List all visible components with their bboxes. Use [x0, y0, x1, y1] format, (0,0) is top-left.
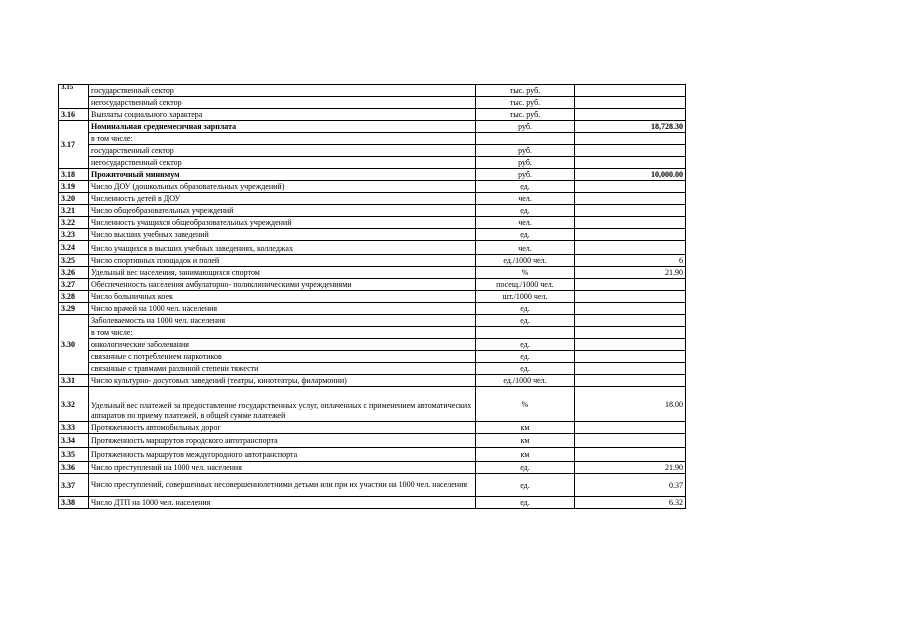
row-name: Протяженность автомобильных дорог	[89, 422, 476, 434]
row-name: Численность учащихся общеобразовательных учреждений	[89, 217, 476, 229]
row-name: Протяженность маршрутов междугородного автотранспорта	[89, 448, 476, 462]
row-name: государственный сектор	[89, 85, 476, 97]
row-unit: км	[476, 448, 575, 462]
row-number: 3.26	[59, 267, 89, 279]
row-unit	[476, 327, 575, 339]
row-unit: руб.	[476, 169, 575, 181]
table-row	[59, 387, 686, 422]
row-unit: шт./1000 чел.	[476, 291, 575, 303]
row-value: 21.90	[575, 267, 686, 279]
table-row	[59, 121, 686, 133]
table-row	[59, 255, 686, 267]
row-value	[575, 193, 686, 205]
row-name: негосударственный сектор	[89, 157, 476, 169]
row-value: 6	[575, 255, 686, 267]
row-unit: чел.	[476, 217, 575, 229]
row-name: Число общеобразовательных учреждений	[89, 205, 476, 217]
row-unit: чел.	[476, 193, 575, 205]
row-value	[575, 241, 686, 255]
table-row	[59, 327, 686, 339]
table-row	[59, 462, 686, 474]
table-row	[59, 217, 686, 229]
row-name: Число спортивных площадок и полей	[89, 255, 476, 267]
row-unit: ед.	[476, 205, 575, 217]
row-name: Число учащихся в высших учебных заведениях, колледжах	[89, 241, 476, 255]
row-name: Число врачей на 1000 чел. населения	[89, 303, 476, 315]
table-row	[59, 351, 686, 363]
table-row	[59, 497, 686, 509]
row-unit: ед.	[476, 474, 575, 497]
row-unit: ед./1000 чел.	[476, 255, 575, 267]
row-unit: ед.	[476, 229, 575, 241]
row-unit: тыс. руб.	[476, 85, 575, 97]
row-unit: тыс. руб.	[476, 109, 575, 121]
table-row	[59, 422, 686, 434]
table-row	[59, 363, 686, 375]
row-value: 10,000.00	[575, 169, 686, 181]
row-value	[575, 157, 686, 169]
row-value	[575, 229, 686, 241]
table-row	[59, 315, 686, 327]
row-unit: чел.	[476, 241, 575, 255]
row-number: 3.36	[59, 462, 89, 474]
table-row	[59, 339, 686, 351]
table-row	[59, 169, 686, 181]
row-name: Число культурно- досуговых заведений (театры, кинотеатры, филармонии)	[89, 375, 476, 387]
row-unit: руб.	[476, 157, 575, 169]
row-name: связанные с потреблением наркотиков	[89, 351, 476, 363]
row-number: 3.15	[59, 85, 89, 109]
row-value	[575, 363, 686, 375]
row-name: Обеспеченность населения амбулаторно- поликлиническими учреждениями	[89, 279, 476, 291]
row-value	[575, 291, 686, 303]
row-number: 3.37	[59, 474, 89, 497]
row-name: Номинальная среднемесячная зарплата	[89, 121, 476, 133]
table-row	[59, 279, 686, 291]
table-row	[59, 145, 686, 157]
row-value: 18.00	[575, 387, 686, 422]
row-number: 3.34	[59, 434, 89, 448]
row-unit: ед.	[476, 497, 575, 509]
row-unit: ед.	[476, 315, 575, 327]
row-number: 3.30	[59, 315, 89, 375]
row-name: Прожиточный минимум	[89, 169, 476, 181]
row-name: государственный сектор	[89, 145, 476, 157]
table-row	[59, 193, 686, 205]
row-value	[575, 375, 686, 387]
row-unit: посещ./1000 чел.	[476, 279, 575, 291]
row-value: 0.37	[575, 474, 686, 497]
table-row	[59, 97, 686, 109]
row-unit: ед.	[476, 462, 575, 474]
row-value	[575, 279, 686, 291]
row-number: 3.33	[59, 422, 89, 434]
table-row	[59, 474, 686, 497]
table-row	[59, 303, 686, 315]
row-unit: %	[476, 267, 575, 279]
row-value	[575, 327, 686, 339]
row-value: 6.32	[575, 497, 686, 509]
row-number: 3.24	[59, 241, 89, 255]
row-number: 3.19	[59, 181, 89, 193]
row-unit: ед./1000 чел.	[476, 375, 575, 387]
row-name: Численность детей в ДОУ	[89, 193, 476, 205]
table-row	[59, 229, 686, 241]
row-value: 18,728.30	[575, 121, 686, 133]
row-unit: ед.	[476, 363, 575, 375]
row-value	[575, 422, 686, 434]
row-number: 3.25	[59, 255, 89, 267]
row-unit: тыс. руб.	[476, 97, 575, 109]
row-number: 3.23	[59, 229, 89, 241]
row-value	[575, 205, 686, 217]
row-name: Число ДТП на 1000 чел. населения	[89, 497, 476, 509]
row-value	[575, 109, 686, 121]
row-name: в том числе:	[89, 133, 476, 145]
row-unit: ед.	[476, 339, 575, 351]
row-number: 3.16	[59, 109, 89, 121]
row-value	[575, 434, 686, 448]
row-value	[575, 303, 686, 315]
row-name: Число преступлений на 1000 чел. населения	[89, 462, 476, 474]
row-name: Заболеваемость на 1000 чел. населения	[89, 315, 476, 327]
row-name: Число преступлений, совершенных несовершеннолетними детьми или при их участии на 1000 чел. населения	[89, 474, 476, 497]
row-value	[575, 339, 686, 351]
row-number: 3.18	[59, 169, 89, 181]
row-name: Удельный вес населения, занимающихся спортом	[89, 267, 476, 279]
row-number: 3.20	[59, 193, 89, 205]
row-value	[575, 97, 686, 109]
row-unit: км	[476, 434, 575, 448]
row-name: в том числе:	[89, 327, 476, 339]
row-name: онкологические заболевания	[89, 339, 476, 351]
table-row	[59, 267, 686, 279]
row-name: связанные с травмами разлиной степени тяжести	[89, 363, 476, 375]
row-value	[575, 181, 686, 193]
row-number: 3.22	[59, 217, 89, 229]
table-row	[59, 375, 686, 387]
row-unit: ед.	[476, 181, 575, 193]
row-unit: руб.	[476, 145, 575, 157]
row-number: 3.21	[59, 205, 89, 217]
row-number: 3.38	[59, 497, 89, 509]
row-number: 3.17	[59, 121, 89, 169]
row-number: 3.27	[59, 279, 89, 291]
table-row	[59, 434, 686, 448]
row-number: 3.32	[59, 387, 89, 422]
indicator-table	[58, 84, 686, 509]
table-row	[59, 205, 686, 217]
row-value	[575, 85, 686, 97]
row-number: 3.29	[59, 303, 89, 315]
table-row	[59, 133, 686, 145]
row-unit: руб.	[476, 121, 575, 133]
table-row	[59, 241, 686, 255]
row-unit: %	[476, 387, 575, 422]
row-unit: км	[476, 422, 575, 434]
row-value: 21.90	[575, 462, 686, 474]
row-value	[575, 217, 686, 229]
row-number: 3.35	[59, 448, 89, 462]
row-name: негосударственный сектор	[89, 97, 476, 109]
table-row	[59, 109, 686, 121]
table-row	[59, 85, 686, 97]
row-name: Число больничных коек	[89, 291, 476, 303]
table-row	[59, 157, 686, 169]
row-value	[575, 351, 686, 363]
row-name: Выплаты социального характера	[89, 109, 476, 121]
row-value	[575, 145, 686, 157]
table-row	[59, 448, 686, 462]
row-unit: ед.	[476, 303, 575, 315]
row-name: Удельный вес платежей за предоставление государственных услуг, оплаченных с применением автоматических аппаратов по приему платежей, в общей сумме платежей	[89, 387, 476, 422]
row-name: Число высших учебных заведений	[89, 229, 476, 241]
row-value	[575, 133, 686, 145]
row-unit	[476, 133, 575, 145]
table-row	[59, 291, 686, 303]
table-row	[59, 181, 686, 193]
row-number: 3.28	[59, 291, 89, 303]
row-unit: ед.	[476, 351, 575, 363]
row-name: Число ДОУ (дошкольных образовательных учреждений)	[89, 181, 476, 193]
row-value	[575, 315, 686, 327]
row-name: Протяженность маршрутов городского автотранспорта	[89, 434, 476, 448]
row-number: 3.31	[59, 375, 89, 387]
row-value	[575, 448, 686, 462]
